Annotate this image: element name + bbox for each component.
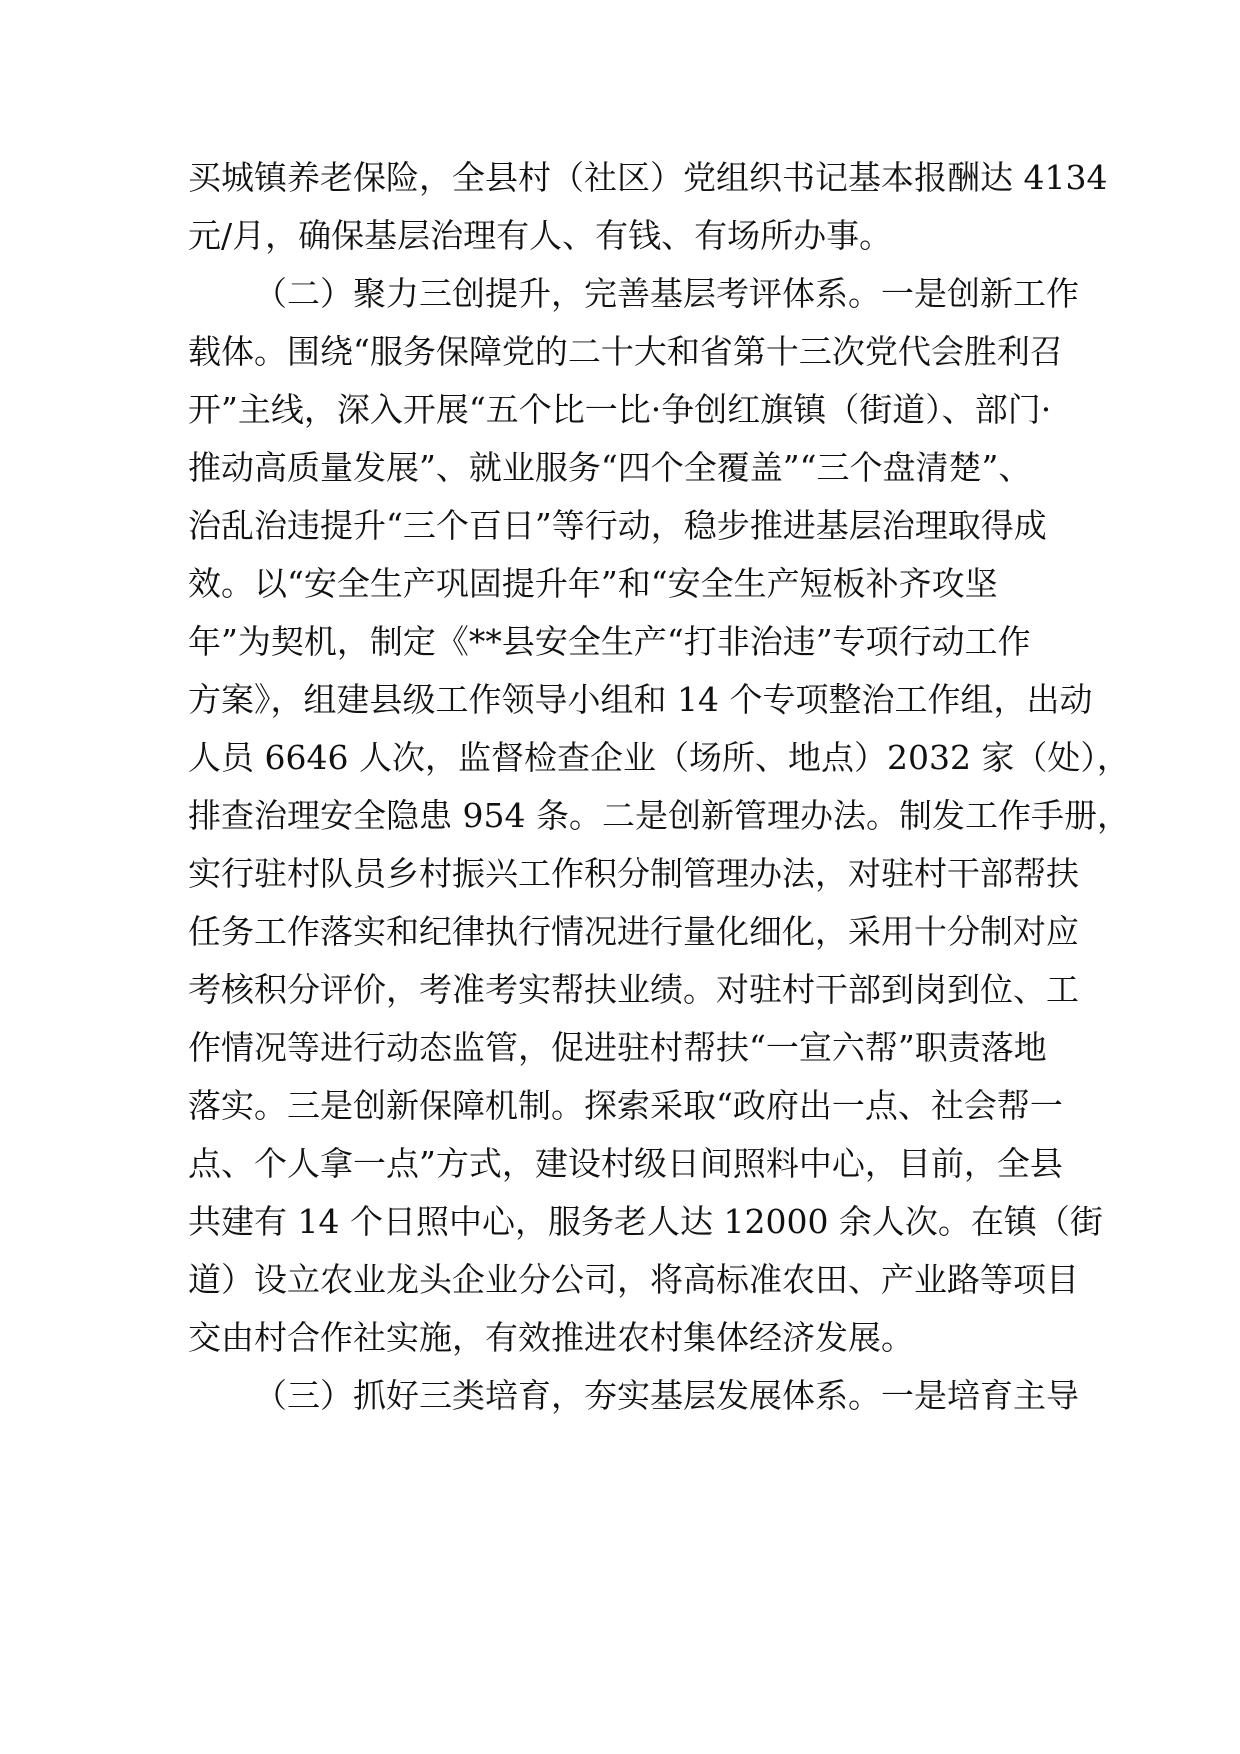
text-line: 道）设立农业龙头企业分公司，将高标准农田、产业路等项目 — [188, 1260, 1079, 1299]
text-line: 人员 6646 人次，监督检查企业（场所、地点）2032 家（处）， — [188, 738, 1130, 777]
text-line: 推动高质量发展”、就业服务“四个全覆盖”“三个盘清楚”、 — [188, 448, 1032, 487]
text-line: 效。以“安全生产巩固提升年”和“安全生产短板补齐攻坚 — [188, 564, 998, 603]
text-line: 元/月，确保基层治理有人、有钱、有场所办事。 — [188, 216, 893, 255]
text-line: 治乱治违提升“三个百日”等行动，稳步推进基层治理取得成 — [188, 506, 1047, 545]
text-line: 载体。围绕“服务保障党的二十大和省第十三次党代会胜利召 — [188, 332, 1063, 371]
section-heading-3: （三）抓好三类培育，夯实基层发展体系。一是培育主导 — [254, 1376, 1079, 1415]
text-line: 考核积分评价，考准考实帮扶业绩。对驻村干部到岗到位、工 — [188, 970, 1079, 1009]
text-line: 排查治理安全隐患 954 条。二是创新管理办法。制发工作手册， — [188, 796, 1130, 835]
text-line: 开”主线，深入开展“五个比一比·争创红旗镇（街道）、部门· — [188, 390, 1052, 429]
text-line: 点、个人拿一点”方式，建设村级日间照料中心，目前，全县 — [188, 1144, 1063, 1183]
text-line: 落实。三是创新保障机制。探索采取“政府出一点、社会帮一 — [188, 1086, 1063, 1125]
text-line: 作情况等进行动态监管，促进驻村帮扶“一宣六帮”职责落地 — [188, 1028, 1047, 1067]
text-line: 年”为契机，制定《**县安全生产“打非治违”专项行动工作 — [188, 622, 1031, 661]
text-line: 方案》，组建县级工作领导小组和 14 个专项整治工作组，出动 — [188, 680, 1093, 719]
text-line: 任务工作落实和纪律执行情况进行量化细化，采用十分制对应 — [188, 912, 1079, 951]
text-line: 交由村合作社实施，有效推进农村集体经济发展。 — [188, 1318, 914, 1357]
text-line: 共建有 14 个日照中心，服务老人达 12000 余人次。在镇（街 — [188, 1202, 1103, 1241]
section-heading-2: （二）聚力三创提升，完善基层考评体系。一是创新工作 — [254, 274, 1079, 313]
text-line: 买城镇养老保险，全县村（社区）党组织书记基本报酬达 4134 — [188, 158, 1108, 197]
text-line: 实行驻村队员乡村振兴工作积分制管理办法，对驻村干部帮扶 — [188, 854, 1079, 893]
